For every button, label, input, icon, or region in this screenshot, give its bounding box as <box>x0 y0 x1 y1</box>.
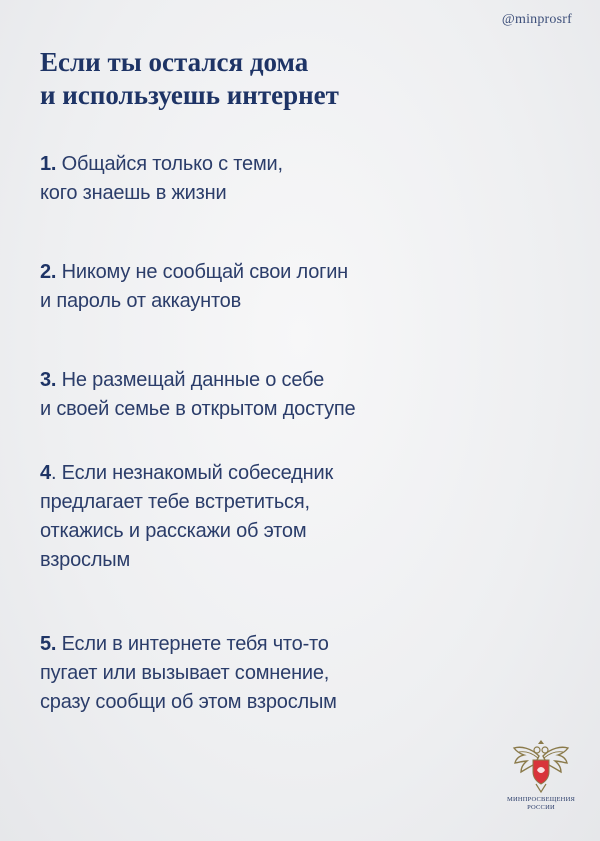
tip-text: Не размещай данные о себе <box>61 369 325 391</box>
title-line-2: и используешь интернет <box>40 80 339 110</box>
tip-text: Никому не сообщай свои логин <box>61 261 349 283</box>
tip-line: пугает или вызывает сомнение, <box>40 662 330 684</box>
title-line-1: Если ты остался дома <box>40 47 309 77</box>
tip-number: 1. <box>40 153 57 175</box>
tip-item <box>40 258 348 316</box>
tip-item <box>40 150 283 208</box>
tip-line <box>40 258 348 287</box>
tip-item <box>40 459 333 575</box>
tip-text: . Если незнакомый собеседник <box>50 462 334 484</box>
logo-caption-line-1: МИНПРОСВЕЩЕНИЯ <box>506 796 576 803</box>
tip-text: Общайся только с теми, <box>61 153 283 175</box>
page-title <box>40 46 560 112</box>
account-handle: @minprosrf <box>501 12 572 27</box>
tip-line <box>40 459 333 488</box>
tip-line: кого знаешь в жизни <box>40 182 227 204</box>
tip-number: 5. <box>40 633 57 655</box>
tip-line: взрослым <box>40 549 131 571</box>
tip-line <box>40 630 337 659</box>
tip-line <box>40 366 355 395</box>
eagle-emblem-icon <box>511 738 571 794</box>
tip-item <box>40 630 337 717</box>
ministry-logo <box>496 738 586 828</box>
tip-line: откажись и расскажи об этом <box>40 520 307 542</box>
tip-text: Если в интернете тебя что-то <box>61 633 329 655</box>
tip-line: и своей семье в открытом доступе <box>40 398 356 420</box>
tip-line: сразу сообщи об этом взрослым <box>40 691 337 713</box>
tip-number: 3. <box>40 369 57 391</box>
tip-item <box>40 366 355 424</box>
tip-line <box>40 150 283 179</box>
tip-line: и пароль от аккаунтов <box>40 290 242 312</box>
tip-line: предлагает тебе встретиться, <box>40 491 310 513</box>
logo-caption-line-2: РОССИИ <box>527 804 555 811</box>
tip-number: 2. <box>40 261 57 283</box>
logo-caption <box>496 796 586 812</box>
tip-number: 4 <box>40 462 51 484</box>
